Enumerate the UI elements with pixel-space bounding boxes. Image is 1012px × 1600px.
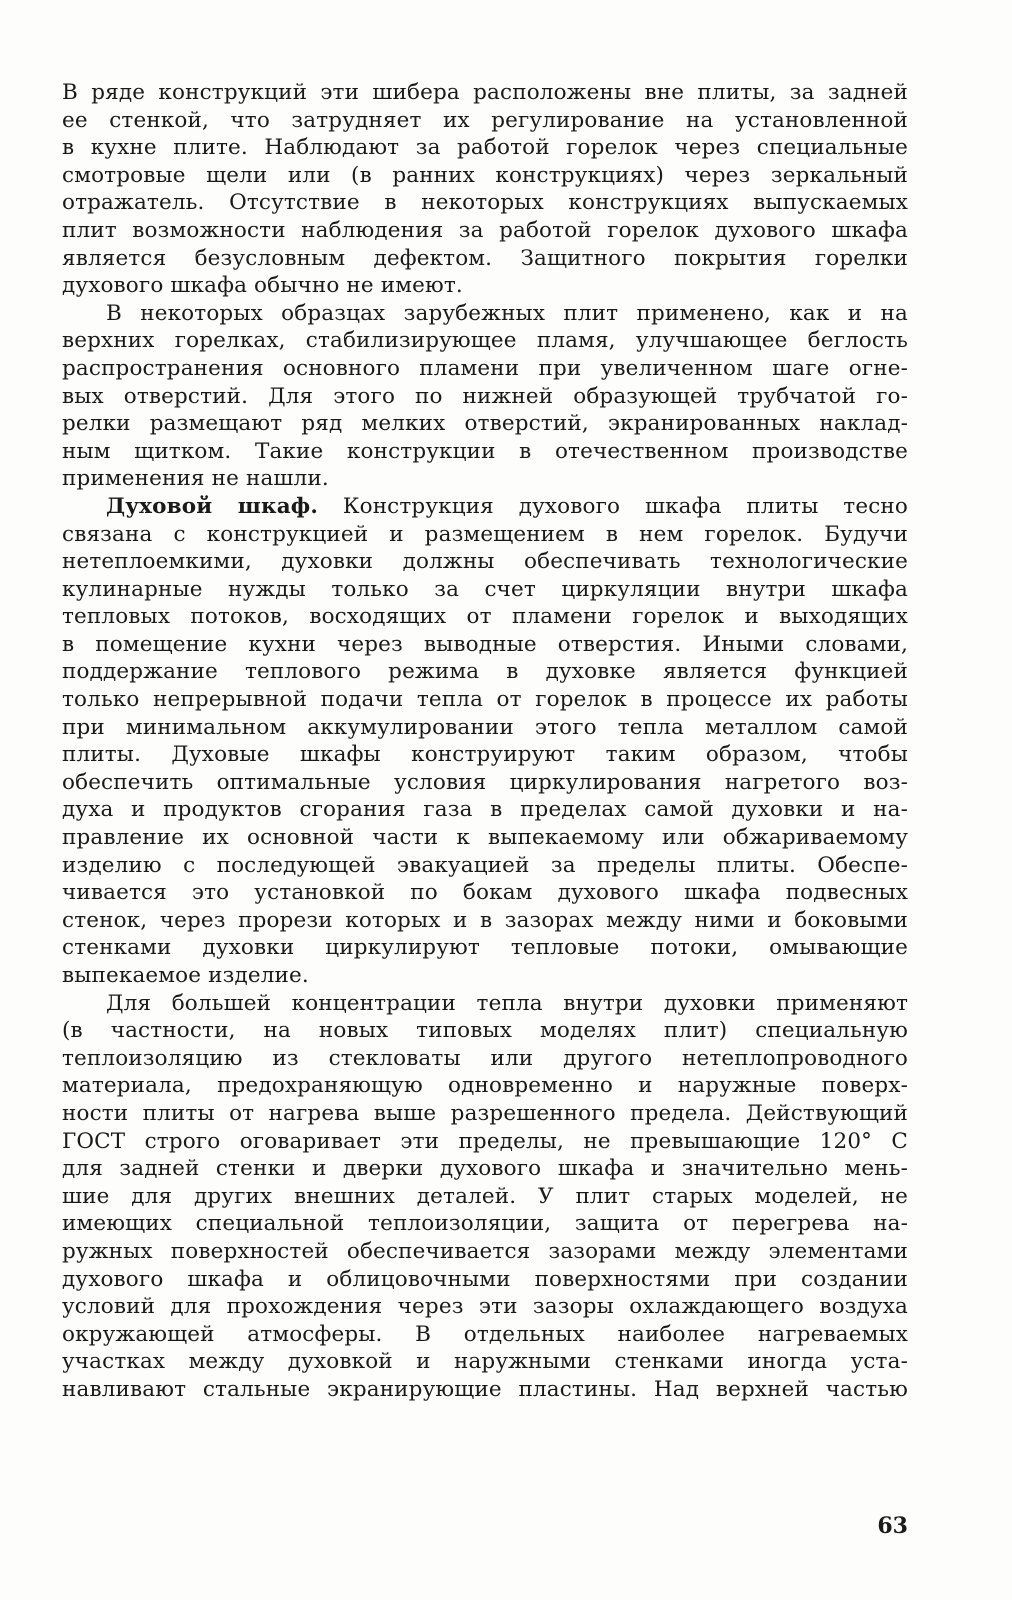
text-line: изделию с последующей эвакуацией за пределы плиты. Обеспе- [62, 852, 908, 878]
text-line: выпекаемое изделие. [62, 963, 309, 988]
text-line: имеющих специальной теплоизоляции, защита от перегрева на- [62, 1211, 908, 1237]
text-line: окружающей атмосферы. В отдельных наиболее нагреваемых [62, 1321, 908, 1347]
text-line: поддержание теплового режима в духовке является функцией [62, 659, 908, 685]
text-line: верхних горелках, стабилизирующее пламя, улучшающее беглость [62, 328, 908, 354]
text-line: распространения основного пламени при увеличенном шаге огне- [62, 355, 908, 381]
text-line: ее стенкой, что затрудняет их регулирование на установленной [62, 107, 908, 133]
body-text [62, 79, 908, 1404]
text-line-with-heading [62, 493, 908, 521]
text-line: для задней стенки и дверки духового шкафа и значительно мень- [62, 1156, 908, 1182]
text-line: шие для других внешних деталей. У плит старых моделей, не [62, 1183, 908, 1209]
text-line: теплоизоляцию из стекловаты или другого нетеплопроводного [62, 1045, 908, 1071]
text-line: только непрерывной подачи тепла от горелок в процессе их работы [62, 687, 908, 713]
text-line: кулинарные нужды только за счет циркуляции внутри шкафа [62, 576, 908, 602]
text-line: участках между духовкой и наружными стенками иногда уста- [62, 1349, 908, 1375]
page-number: 63 [877, 1513, 908, 1539]
text-line: В некоторых образцах зарубежных плит применено, как и на [106, 300, 908, 326]
text-line: плиты. Духовые шкафы конструируют таким образом, чтобы [62, 742, 908, 768]
text-line: является безусловным дефектом. Защитного покрытия горелки [62, 245, 908, 271]
text-line: тепловых потоков, восходящих от пламени горелок и выходящих [62, 604, 908, 630]
text-line: в кухне плите. Наблюдают за работой горелок через специальные [62, 135, 908, 161]
text-line: материала, предохраняющую одновременно и наружные поверх- [62, 1073, 908, 1099]
text-line: отражатель. Отсутствие в некоторых конструкциях выпускаемых [62, 190, 908, 216]
text-line: ным щитком. Такие конструкции в отечественном производстве [62, 438, 908, 464]
text-line: стенок, через прорези которых и в зазорах между ними и боковыми [62, 907, 908, 933]
text-line: условий для прохождения через эти зазоры охлаждающего воздуха [62, 1294, 908, 1320]
text-line: применения не нашли. [62, 466, 329, 492]
text-line: В ряде конструкций эти шибера расположены вне плиты, за задней [62, 80, 908, 105]
text-line: ружных поверхностей обеспечивается зазорами между элементами [62, 1238, 908, 1264]
section-heading-oven: Духовой шкаф. [106, 493, 318, 519]
text-line: вых отверстий. Для этого по нижней образующей трубчатой го- [62, 383, 908, 409]
text-line: навливают стальные экранирующие пластины. Над верхней частью [62, 1376, 908, 1402]
text-line: плит возможности наблюдения за работой горелок духового шкафа [62, 217, 908, 243]
text-line: при минимальном аккумулировании этого тепла металлом самой [62, 714, 908, 740]
text-line: духового шкафа обычно не имеют. [62, 273, 463, 299]
text-line: связана с конструкцией и размещением в нем горелок. Будучи [62, 521, 908, 547]
text-line: правление их основной части к выпекаемому или обжариваемому [62, 825, 908, 851]
text-line: духового шкафа и облицовочными поверхностями при создании [62, 1266, 908, 1292]
text-line: стенками духовки циркулируют тепловые потоки, омывающие [62, 935, 908, 961]
text-line: ности плиты от нагрева выше разрешенного предела. Действующий [62, 1100, 908, 1126]
text-line: Для большей концентрации тепла внутри духовки применяют [106, 990, 908, 1016]
text-line: в помещение кухни через выводные отверстия. Иными словами, [62, 631, 908, 657]
text-line: релки размещают ряд мелких отверстий, экранированных наклад- [62, 411, 908, 437]
text-line: чивается это установкой по бокам духового шкафа подвесных [62, 880, 908, 906]
text-line: смотровые щели или (в ранних конструкциях) через зеркальный [62, 162, 908, 188]
text-line-remainder: Конструкция духового шкафа плиты тесно [342, 493, 908, 519]
text-line: духа и продуктов сгорания газа в пределах самой духовки и на- [62, 797, 908, 823]
text-line: (в частности, на новых типовых моделях плит) специальную [62, 1018, 908, 1044]
text-line: ГОСТ строго оговаривает эти пределы, не превышающие 120° С [62, 1128, 908, 1154]
text-line: нетеплоемкими, духовки должны обеспечивать технологические [62, 549, 908, 575]
text-line: обеспечить оптимальные условия циркулирования нагретого воз- [62, 769, 908, 795]
